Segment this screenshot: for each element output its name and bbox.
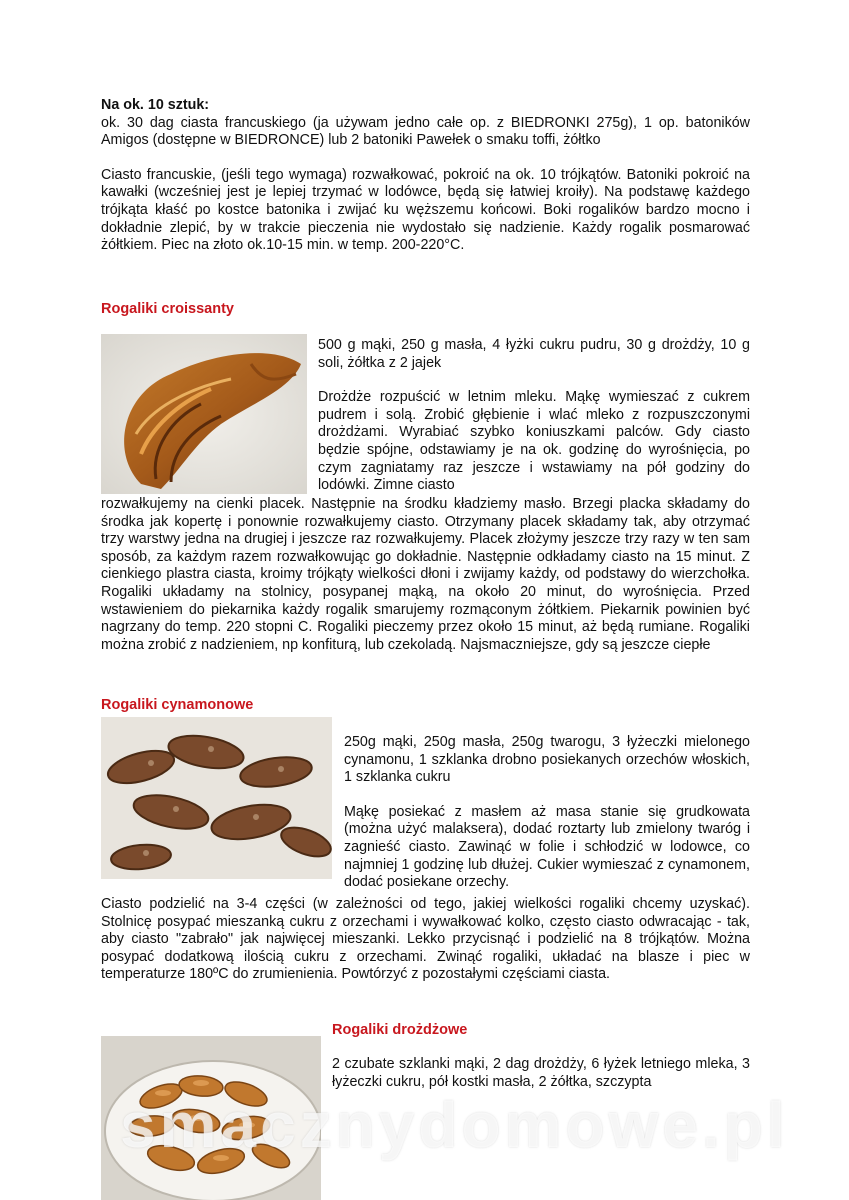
cynamonowe-ingredients: 250g mąki, 250g masła, 250g twarogu, 3 łyżeczki mielonego cynamonu, 1 szklanka drobno posiekanych orzechów włoskich, 1 szklanka cukru <box>344 734 750 786</box>
cinnamon-rolls-photo <box>101 717 332 879</box>
drozdzowe-side-text <box>332 1056 750 1091</box>
cynamonowe-method-side: Mąkę posiekać z masłem aż masa stanie się grudkowata (można użyć malaksera), dodać roztarty lub zmielony twaróg i zagnieść ciasto. Zawinąć w folie i schłodzić w lodowce, co najmniej 1 godzinę lub dłużej. Cukier wymieszać z cynamonem, dodać posiekane orzechy. <box>344 803 750 891</box>
cynamonowe-heading: Rogaliki cynamonowe <box>101 697 254 713</box>
drozdzowe-ingredients: 2 czubate szklanki mąki, 2 dag drożdży, 6 łyżek letniego mleka, 3 łyżeczki cukru, pół kostki masła, 2 żółtka, szczypta <box>332 1056 750 1090</box>
intro-block <box>101 97 750 255</box>
intro-title: Na ok. 10 sztuk: <box>101 97 210 113</box>
croissant-photo <box>101 334 307 494</box>
croissanty-side-text <box>318 337 750 495</box>
cynamonowe-side-text <box>344 734 750 892</box>
croissanty-method-side: Drożdże rozpuścić w letnim mleku. Mąkę wymieszać z cukrem pudrem i solą. Zrobić głębienie i wlać mleko z rozpuszczonymi drożdżami. Wyrabiać szybko koniuszkami palców. Gdy ciasto będzie spójne, odstawiamy je na ok. godzinę do wyrośnięcia, po czym zagniatamy raz jeszcze i wstawiamy na pół godziny do lodówki. Zimne ciasto <box>318 389 750 494</box>
intro-method: Ciasto francuskie, (jeśli tego wymaga) rozwałkować, pokroić na ok. 10 trójkątów. Batoniki pokroić na kawałki (wcześniej jest je lepiej trzymać w lodówce, będą się łatwiej kroiły). Na podstawę każdego trójkąta kłaść po kostce batonika i zwijać ku węższemu końcowi. Boki rogalików bardzo mocno i dokładnie zlepić, by w trakcie pieczenia nie wydostało się nadzienie. Każdy rogalik posmarować żółtkiem. Piec na złoto ok.10-15 min. w temp. 200-220°C. <box>101 166 750 254</box>
croissanty-ingredients: 500 g mąki, 250 g masła, 4 łyżki cukru pudru, 30 g drożdży, 10 g soli, żółtka z 2 jajek <box>318 337 750 371</box>
cynamonowe-method-full: Ciasto podzielić na 3-4 części (w zależności od tego, jakiej wielkości rogaliki chcemy uzyskać). Stolnicę posypać mieszanką cukru z orzechami i wywałkować kolko, często ciasto odwracając - tak, aby ciasto "zabrało" jak najwięcej mieszanki. Lekko przycisnąć i podzielić na 8 trójkątów. Można posypać dodatkową ilością cukru z orzechami. Zwinąć rogaliki, układać na blasze i piec w temperaturze 180ºC do zrumienienia. Powtórzyć z pozostałymi częściami ciasta. <box>101 896 750 983</box>
croissanty-heading: Rogaliki croissanty <box>101 301 234 317</box>
drozdzowe-heading: Rogaliki drożdżowe <box>332 1022 468 1038</box>
watermark: smacznydomowe.pl <box>120 1089 789 1161</box>
croissanty-method-full: rozwałkujemy na cienki placek. Następnie na środku kładziemy masło. Brzegi placka składamy do środka jak kopertę i ponownie rozwałkujemy ciasto. Otrzymany placek składamy tak, aby otrzymać trzy warstwy jedna na drugiej i jeszcze raz rozwałkujemy. Placek złożymy jeszcze trzy razy w ten sam sposób, za każdym razem rozwałkowując go dokładnie. Następnie odkładamy ciasto na 15 minut. Z cienkiego plastra ciasta, kroimy trójkąty wielkości dłoni i zwijamy każdy, od podstawy do wierzchołka. Rogaliki układamy na stolnicy, posypanej mąką, na około 20 minut, do wyrośnięcia. Przed wstawieniem do piekarnika każdy rogalik smarujemy rozmąconym żółtkiem. Piekarnik powinien być nagrzany do temp. 220 stopni C. Rogaliki pieczemy przez około 15 minut, aż będą rumiane. Rogaliki można zrobić z nadzieniem, np konfiturą, lub czekoladą. Najsmaczniejsze, gdy są jeszcze ciepłe <box>101 496 750 653</box>
intro-ingredients: ok. 30 dag ciasta francuskiego (ja używam jedno całe op. z BIEDRONKI 275g), 1 op. batoników Amigos (dostępne w BIEDRONCE) lub 2 batoniki Pawełek o smaku toffi, żółtko <box>101 114 750 149</box>
